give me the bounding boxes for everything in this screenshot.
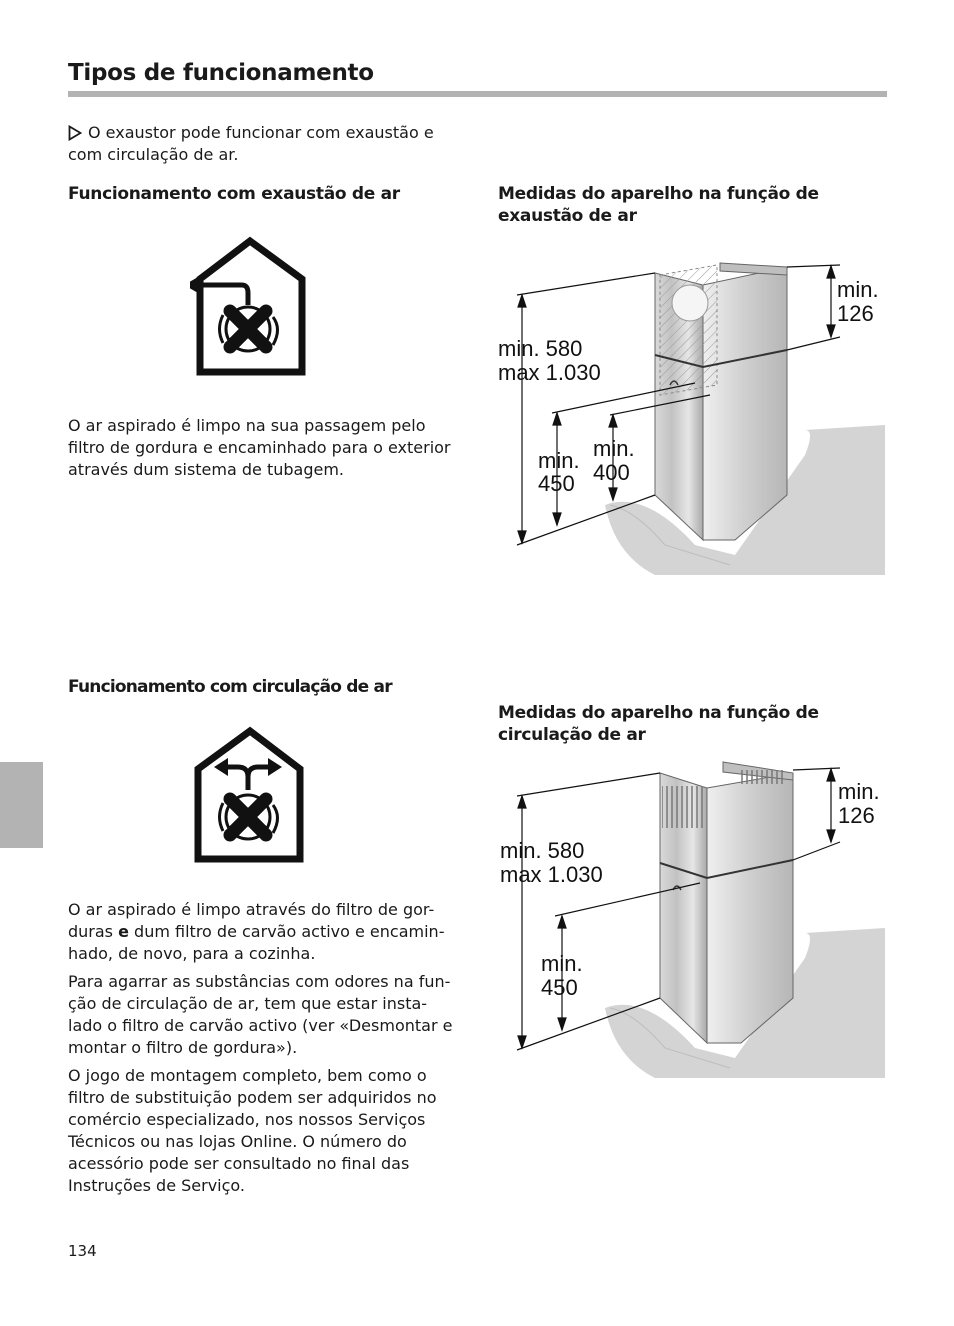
- triangle-bullet-icon: [68, 125, 80, 139]
- recirculation-description: [68, 899, 460, 1203]
- recirculation-height-max-label: max 1.030: [500, 862, 603, 887]
- extraction-right-min-label: min.: [593, 436, 635, 461]
- title-rule: [68, 91, 887, 97]
- page-title: Tipos de funcionamento: [68, 60, 374, 86]
- extraction-height-max-label: max 1.030: [498, 360, 601, 385]
- extraction-heading: Funcionamento com exaustão de ar: [68, 184, 400, 204]
- recirculation-left-min-label: min.: [541, 951, 583, 976]
- recirculation-top-value-label: 126: [838, 803, 875, 828]
- recirculation-left-value-label: 450: [541, 975, 578, 1000]
- extraction-top-min-label: min.: [837, 277, 879, 302]
- extraction-height-min-label: min. 580: [498, 336, 583, 361]
- recirculation-top-min-label: min.: [838, 779, 880, 804]
- extraction-figure-heading: Medidas do aparelho na função de exaustão de ar: [498, 184, 819, 226]
- extraction-right-value-label: 400: [593, 460, 630, 485]
- intro-paragraph: [68, 122, 468, 166]
- page-number: 134: [68, 1242, 97, 1260]
- recirculation-heading: Funcionamento com circulação de ar: [68, 677, 392, 697]
- extraction-left-min-label: min.: [538, 448, 580, 473]
- recirculation-bold-letter: e: [118, 922, 129, 941]
- recirculation-paragraph-1: [68, 899, 460, 965]
- recirculation-text-part: dum filtro de carvão activo e encamin-hado, de novo, para a cozinha.: [68, 922, 445, 963]
- house-recirculation-fan-icon: [190, 725, 310, 867]
- extraction-left-value-label: 450: [538, 471, 575, 496]
- side-tab-marker: [0, 762, 43, 848]
- extraction-top-value-label: 126: [837, 301, 874, 326]
- extraction-description: O ar aspirado é limpo na sua passagem pelo filtro de gordura e encaminhado para o exterior através dum sistema de tubagem.: [68, 416, 451, 479]
- intro-text: O exaustor pode funcionar com exaustão e com circulação de ar.: [68, 123, 434, 164]
- recirculation-paragraph-3: O jogo de montagem completo, bem como o filtro de substituição podem ser adquiridos no comércio especializado, nos nossos Serviços Técnicos ou nas lojas Online. O número do acessório pode ser consultado no final das Instruções de Serviço.: [68, 1066, 437, 1195]
- recirculation-figure-heading: Medidas do aparelho na função de circulação de ar: [498, 703, 819, 745]
- recirculation-paragraph-2: Para agarrar as substâncias com odores na fun-ção de circulação de ar, tem que estar insta-lado o filtro de carvão activo (ver «Desmontar e montar o filtro de gordura»).: [68, 972, 453, 1057]
- recirculation-text-part: O ar aspirado é limpo através do filtro de gor-duras: [68, 900, 435, 941]
- extraction-dimension-figure: [495, 255, 885, 575]
- recirculation-height-min-label: min. 580: [500, 838, 585, 863]
- house-exhaust-fan-icon: [190, 235, 310, 377]
- recirculation-dimension-figure: [495, 758, 885, 1078]
